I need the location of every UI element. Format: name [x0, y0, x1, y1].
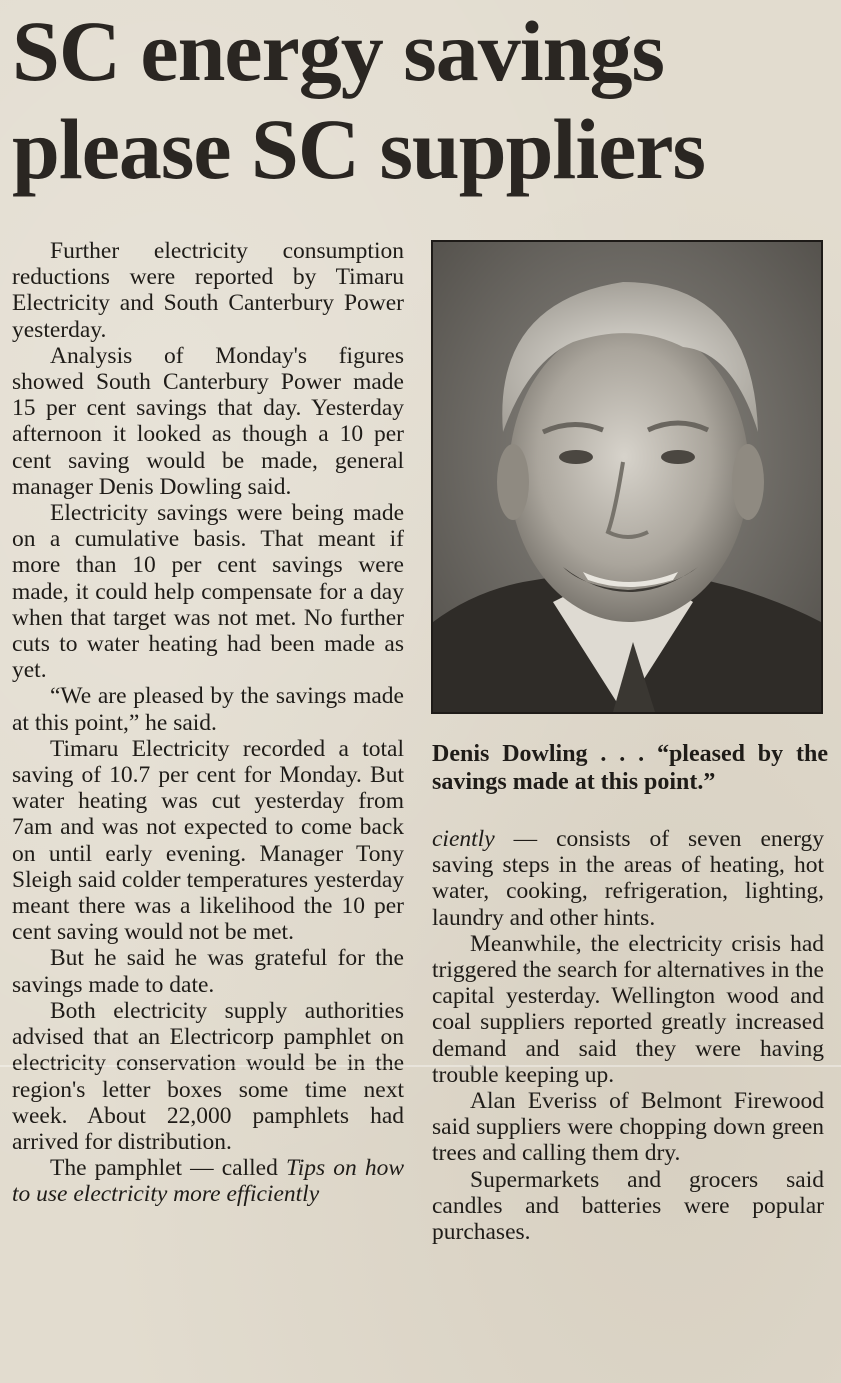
paragraph: Timaru Electricity recorded a total saving of 10.7 per cent for Monday. But water heating was cut yesterday from 7am and was not expected to come back on until early evening. Manager Tony Sleigh said colder temperatures yesterday meant there was a likelihood the 10 per cent saving would not be met.	[12, 735, 404, 946]
pamphlet-title-continued: ciently	[432, 826, 495, 852]
portrait-photo	[431, 240, 823, 714]
paragraph: Supermarkets and grocers said candles and batteries were popular purchases.	[432, 1166, 824, 1246]
paragraph: But he said he was grateful for the savings made to date.	[12, 945, 404, 998]
paragraph-pamphlet	[12, 1155, 404, 1207]
photo-caption: Denis Dowling . . . “pleased by the savings made at this point.”	[432, 741, 828, 795]
paragraph: Analysis of Monday's figures showed South Canterbury Power made 15 per cent savings that day. Yesterday afternoon it looked as though a 10 per cent saving would be made, general manager Denis Dowling said.	[12, 342, 404, 500]
paragraph: Alan Everiss of Belmont Firewood said suppliers were chopping down green trees and calling them dry.	[432, 1088, 824, 1167]
paragraph: “We are pleased by the savings made at this point,” he said.	[12, 683, 404, 736]
paper-fold-line	[0, 1065, 841, 1067]
article-left-column	[12, 238, 404, 1208]
portrait-image	[433, 242, 821, 712]
headline-line-2: please SC suppliers	[12, 101, 706, 197]
pamphlet-rest: — consists of seven energy saving steps in the areas of heating, hot water, cooking, refrigeration, lighting, laundry and other hints.	[432, 826, 824, 931]
headline	[12, 2, 837, 198]
pamphlet-title: Tips on how to use electricity more efficiently	[12, 1155, 405, 1208]
article-right-column	[432, 826, 824, 1245]
headline-line-1: SC energy savings	[12, 3, 664, 99]
paragraph-pamphlet-continued	[432, 826, 824, 931]
paragraph: Both electricity supply authorities advised that an Electricorp pamphlet on electricity conservation would be in the region's letter boxes some time next week. About 22,000 pamphlets had arrived for distribution.	[12, 997, 404, 1155]
paragraph: Electricity savings were being made on a cumulative basis. That meant if more than 10 per cent savings were made, it could help compensate for a day when that target was not met. No further cuts to water heating had been made as yet.	[12, 500, 404, 684]
pamphlet-intro: The pamphlet — called	[50, 1155, 278, 1182]
paragraph: Further electricity consumption reductions were reported by Timaru Electricity and South Canterbury Power yesterday.	[12, 238, 404, 343]
paragraph: Meanwhile, the electricity crisis had triggered the search for alternatives in the capital yesterday. Wellington wood and coal suppliers reported greatly increased demand and said they were having trouble keeping up.	[432, 930, 824, 1088]
